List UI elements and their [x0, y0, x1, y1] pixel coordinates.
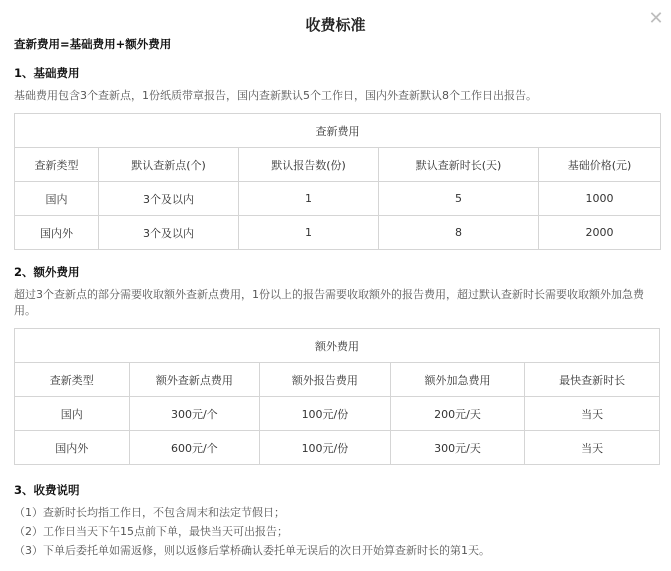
table-cell: 8: [379, 216, 539, 250]
table-cell: 1: [239, 182, 379, 216]
table-cell: 国内: [15, 182, 99, 216]
table-caption: 额外费用: [15, 329, 660, 363]
table-cell: 1000: [539, 182, 661, 216]
table-row: [15, 397, 660, 431]
table-cell: 300元/天: [390, 431, 525, 465]
section-extra-fee-heading: 2、额外费用: [14, 265, 80, 279]
column-header: 默认报告数(份): [239, 148, 379, 182]
table-cell: 100元/份: [260, 397, 391, 431]
section-base-fee-desc: 基础费用包含3个查新点，1份纸质带章报告，国内查新默认5个工作日，国内外查新默认8个工作日出报告。: [14, 89, 537, 102]
table-cell: 3个及以内: [99, 182, 239, 216]
column-header: 查新类型: [15, 148, 99, 182]
column-header: 额外加急费用: [390, 363, 525, 397]
table-header-row: [15, 148, 661, 182]
column-header: 查新类型: [15, 363, 130, 397]
table-cell: 5: [379, 182, 539, 216]
column-header: 额外报告费用: [260, 363, 391, 397]
table-cell: 国内外: [15, 431, 130, 465]
note-item: （3）下单后委托单如需返修，则以返修后掌桥确认委托单无误后的次日开始算查新时长的第1天。: [14, 544, 490, 557]
table-row: [15, 216, 661, 250]
table-cell: 当天: [525, 397, 660, 431]
table-cell: 100元/份: [260, 431, 391, 465]
table-cell: 2000: [539, 216, 661, 250]
table-row: [15, 182, 661, 216]
extra-fee-table: [14, 328, 660, 465]
column-header: 默认查新点(个): [99, 148, 239, 182]
note-item: （1）查新时长均指工作日，不包含周末和法定节假日；: [14, 506, 285, 519]
table-caption-row: [15, 114, 661, 148]
section-notes-heading: 3、收费说明: [14, 483, 80, 497]
column-header: 基础价格(元): [539, 148, 661, 182]
dialog-title: 收费标准: [305, 16, 366, 34]
note-item: （2）工作日当天下午15点前下单，最快当天可出报告；: [14, 525, 288, 538]
base-fee-table: [14, 113, 661, 250]
table-caption-row: [15, 329, 660, 363]
column-header: 最快查新时长: [525, 363, 660, 397]
fee-formula: 查新费用=基础费用+额外费用: [14, 37, 172, 51]
table-row: [15, 431, 660, 465]
table-cell: 600元/个: [129, 431, 260, 465]
section-extra-fee-desc: 超过3个查新点的部分需要收取额外查新点费用，1份以上的报告需要收取额外的报告费用，超过默认查新时长需要收取额外加急费用。: [14, 288, 644, 317]
table-cell: 1: [239, 216, 379, 250]
table-cell: 国内外: [15, 216, 99, 250]
table-cell: 当天: [525, 431, 660, 465]
fee-notes: [14, 503, 490, 560]
section-base-fee-heading: 1、基础费用: [14, 66, 80, 80]
column-header: 额外查新点费用: [129, 363, 260, 397]
table-cell: 国内: [15, 397, 130, 431]
close-icon[interactable]: ✕: [648, 8, 664, 29]
table-cell: 300元/个: [129, 397, 260, 431]
table-header-row: [15, 363, 660, 397]
table-caption: 查新费用: [15, 114, 661, 148]
table-cell: 3个及以内: [99, 216, 239, 250]
table-cell: 200元/天: [390, 397, 525, 431]
column-header: 默认查新时长(天): [379, 148, 539, 182]
